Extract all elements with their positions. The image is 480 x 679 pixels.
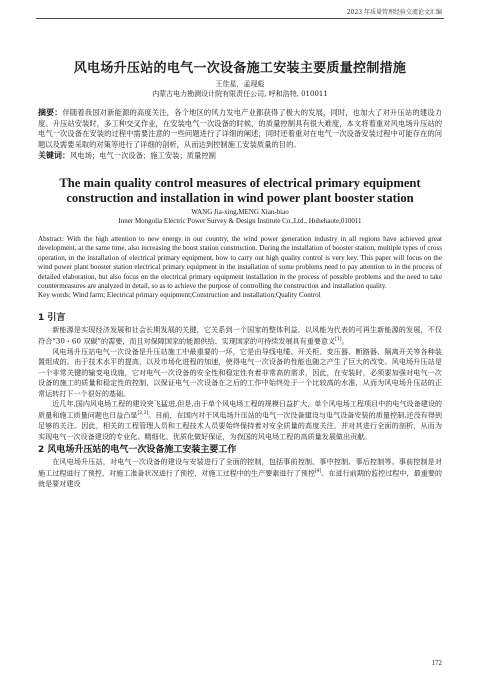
paper-title-en: The main quality control measures of electrical primary equipment construction and installation in wind power plant booster station [59, 175, 421, 206]
abstract-cn-text: 伴随着我国对新能源的高度关注，各个地区的风力发电产业都获得了极大的发展，同时，也加大了对升压站的建设力度。升压站安装时，多工种交叉作业，在安装电气一次设备的时候，的质量控制具有很大难度，本文将着重对风电场升压站的电气一次设备在安装的过程中需要注意的一些问题进行了详细的阐述，同时还着重对在电气一次设备安装过程中可能存在的问题以及需要采取的对策等进行了详细的剖析，从而达到控制施工安装质量的目的。 [38, 108, 443, 149]
authors-cn: 王佳星，孟现彪 [215, 80, 265, 88]
section-heading-main-work: 2 风电场升压站的电气一次设备施工安装主要工作 [38, 445, 237, 455]
citation: [4] [314, 469, 322, 475]
keywords-en: Key words: Wind farm; Electrical primary equipment;Construction and installation;Quality Control [38, 291, 321, 300]
keywords-cn-text: 风电场；电气一次设备；施工安装；质量控制 [70, 151, 216, 161]
affiliation-en: Inner Mongolia Electric Power Survey & Design Institute Co.,Ltd., Huhehaote,010011 [118, 217, 362, 226]
authors-en: WANG Jia-xing,MENG Xian-biao [191, 207, 289, 216]
citation: [2,3] [137, 411, 149, 417]
section-2-paragraph-1: 在风电场升压站，对电气一次设备的建设与安装进行了全面的控制，包括事前控制、事中控制、事后控制等。事前控制是对施工过程进行了预控，对施工准备状况进行了预控，对施工过程中的生产要素进行了预控[4]。在进行前期的监控过程中，最重要的就是要对建设 [38, 457, 443, 489]
affiliation-cn: 内蒙古电力勘测设计院有限责任公司, 呼和浩特, 010011 [152, 90, 328, 98]
section-heading-introduction: 1 引言 [38, 312, 66, 323]
citation: [1] [335, 337, 342, 343]
paper-title-cn: 风电场升压站的电气一次设备施工安装主要质量控制措施 [73, 61, 407, 76]
abstract-cn-label: 摘要： [38, 107, 63, 117]
keywords-cn-label: 关键词： [38, 150, 70, 161]
section-1-paragraph-1: 新能源是实现经济发展和社会长期发展的关键，它关系到一个国家的整体利益，以风能为代表的可再生新能源的发展，不仅符合“30・60 双碳”的需要，而且对保障国家的能源供给、实现国家的可持续发展具有重要意义[1]。 [38, 324, 442, 346]
paper-content [38, 23, 442, 490]
section-1-paragraph-2: 风电场升压站电气一次设备是升压站施工中最重要的一环，它是由导线电缆、开关柜、变压器、断路器、隔离开关等各种装置组成的。由于技术水平的提高，以及市场化进程的加速，使得电气一次设备的性能也随之产生了巨大的改变。风电场升压站是一个非常关键的输变电设施，它对电气一次设备的安全性和稳定性有着非常高的需求，因此，在安装时，必须要加强对电气一次设备的施工的质量和稳定性的控制，以保证电气一次设备在之后的工作中始终处于一个比较高的水准，从而为风电场升压站的正常运转打下一个很好的基础。 [38, 346, 442, 398]
keywords-cn [38, 150, 442, 162]
abstract-cn [38, 107, 442, 150]
abstract-en: Abstract: With the high attention to new energy in our country, the wind power generation industry in all regions have achieved great development, at the same time, also increasing the boost station construction. During the installation of booster station, multiple types of cross operation, in the installation of electrical primary equipment, how to carry out high quality control is very key. This paper will focus on the wind power plant booster station electrical primary equipment in the installation of some problems need to pay attention to in the process of detailed elaboration, but also focus on the electrical primary equipment installation in the process of possible problems and the need to take countermeasures are analyzed in detail, so as to achieve the purpose of controlling the construction and installation quality. [38, 234, 442, 290]
section-1-paragraph-3: 近几年,国内风电场工程的建设突飞猛进,但是,由于单个风电场工程的规模日益扩大，单个风电场工程项目中的电气设备建设的质量和施工质量问题也日益凸显[2,3]。目前，在国内对于风电场升压站的电气一次设备建设与电气设备安装的质量控制,还没有得到足够的关注。因此，相关的工程管理人员和工程技术人员要始终保持着对安全质量的高度关注，并对其进行全面的剖析，从而为实现电气一次设备建设的专业化、精细化、优质化做好保证，为我国的风电场工程的高质量发展做出贡献。 [38, 399, 443, 441]
running-head: 2023 年质量管理经验交流论文汇编 [346, 9, 442, 16]
page-number: 172 [431, 659, 442, 667]
header-rule [36, 18, 444, 19]
